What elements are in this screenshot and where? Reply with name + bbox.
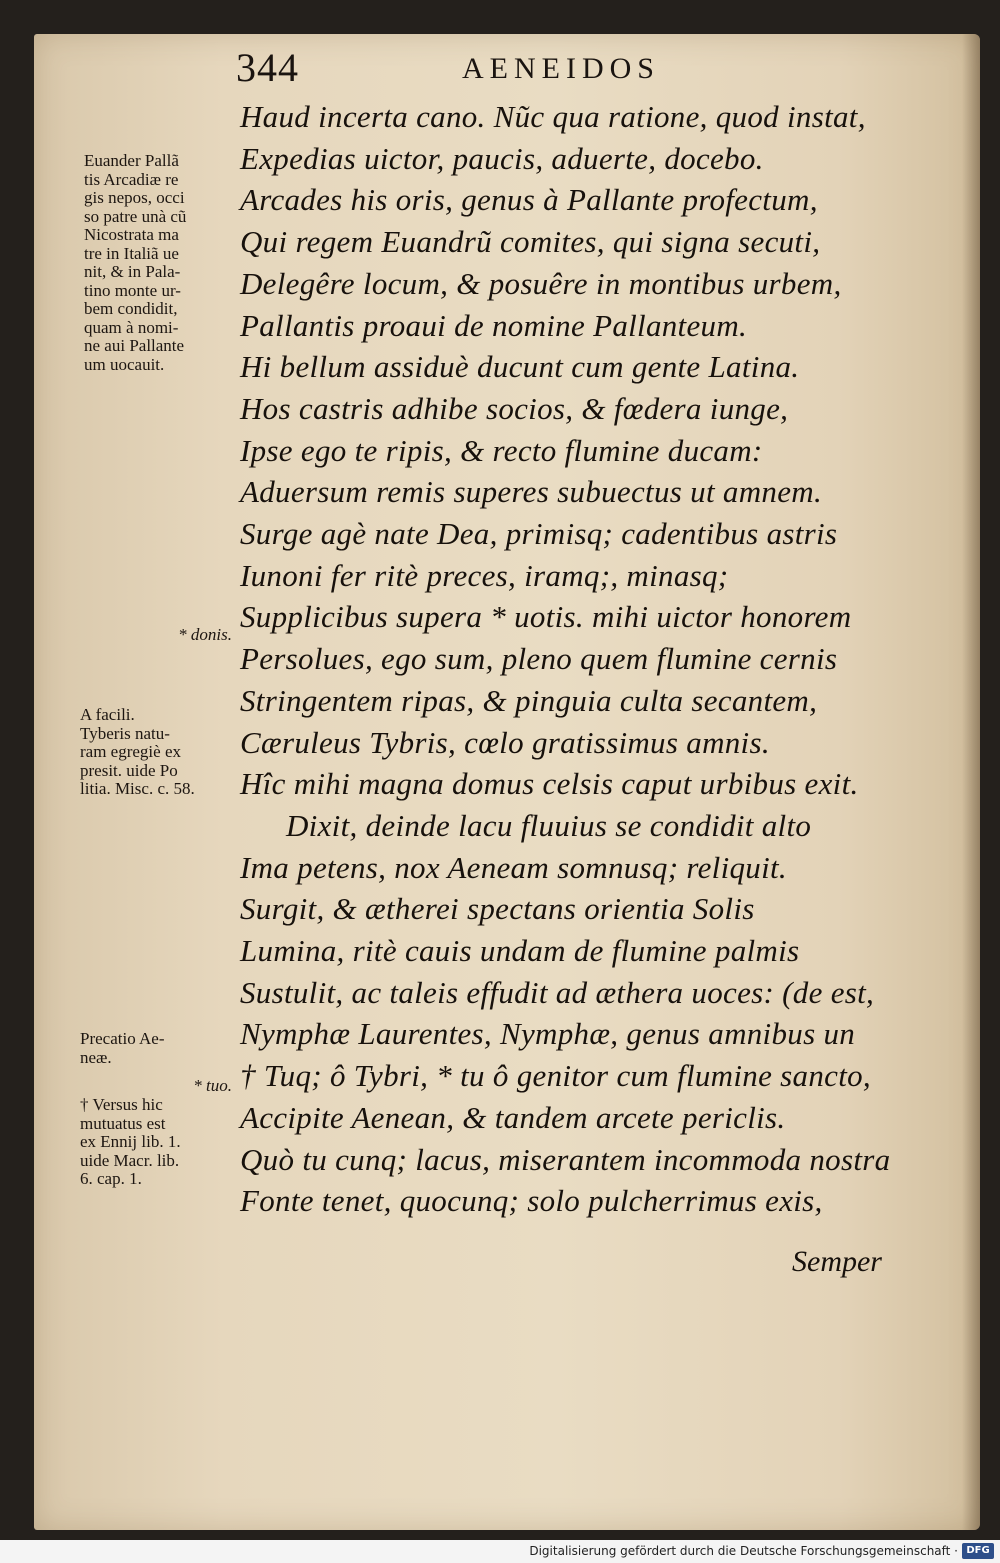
note-line: * tuo. [193,1076,232,1095]
note-line: tino monte ur- [84,280,181,300]
margin-note-versus [80,1096,232,1189]
verse-text [240,96,940,1222]
verse-line: Arcades his oris, genus à Pallante profectum, [240,182,818,218]
note-line: nit, & in Pala- [84,262,181,281]
verse-line: Surgit, & ætherei spectans orientia Solis [240,891,755,927]
verse-line: Expedias uictor, paucis, aduerte, docebo. [240,140,764,176]
verse-line: Hos castris adhibe socios, & fœdera iunge, [240,390,789,426]
verse-line: Aduersum remis superes subuectus ut amnem. [240,474,823,510]
note-line: † Versus hic [80,1095,163,1114]
note-line: litia. Misc. c. 58. [80,779,195,798]
note-line: Euander Pallã [84,151,179,170]
note-line: ram egregiè ex [80,742,181,761]
note-line: uide Macr. lib. [80,1150,180,1170]
verse-line: Quò tu cunq; lacus, miserantem incommoda nostra [240,1141,891,1177]
verse-line: Iunoni fer ritè preces, iramq;, minasq; [240,557,729,593]
note-line: neæ. [80,1047,112,1067]
running-title: AENEIDOS [462,52,660,85]
page-header [236,44,756,90]
note-line: bem condidit, [84,299,178,318]
page-number: 344 [236,45,299,90]
verse-line: Nymphæ Laurentes, Nymphæ, genus amnibus un [240,1016,856,1052]
margin-note-donis [80,626,232,645]
verse-line: Delegêre locum, & posuêre in montibus urbem, [240,265,842,301]
margin-note-facili [80,706,232,799]
verse-line: Fonte tenet, quocunq; solo pulcherrimus exis, [240,1183,823,1219]
dfg-logo-icon: DFG [962,1543,994,1559]
note-line: Precatio Ae- [80,1029,165,1048]
note-line: so patre unà cũ [84,206,187,226]
note-line: Nicostrata ma [84,225,179,244]
verse-line: Accipite Aenean, & tandem arcete periclis. [240,1099,786,1135]
margin-note-euander [84,152,236,374]
note-line: presit. uide Po [80,760,178,780]
note-line: mutuatus est [80,1113,166,1133]
note-line: um uocauit. [84,354,165,374]
verse-line: Supplicibus supera * uotis. mihi uictor honorem [240,599,852,635]
verse-line: Pallantis proaui de nomine Pallanteum. [240,307,748,343]
note-line: tis Arcadiæ re [84,169,179,189]
verse-line: Ipse ego te ripis, & recto flumine ducam: [240,432,763,468]
note-line: ex Ennij lib. 1. [80,1132,181,1151]
catchword: Semper [792,1245,882,1278]
verse-line: Ima petens, nox Aeneam somnusq; reliquit. [240,849,787,885]
verse-line: Haud incerta cano. Nũc qua ratione, quod instat, [240,99,866,134]
verse-line: Lumina, ritè cauis undam de flumine palmis [240,933,800,969]
margin-note-tuo [80,1077,232,1096]
note-line: tre in Italiã ue [84,243,179,263]
page-edge-shadow [962,34,980,1530]
verse-line: Stringentem ripas, & pinguia culta secantem, [240,682,818,718]
note-line: Tyberis natu- [80,723,170,743]
footer-bar [0,1540,1000,1563]
verse-line: Dixit, deinde lacu fluuius se condidit alto [286,807,812,843]
note-line: gis nepos, occi [84,188,185,207]
footer-credit: Digitalisierung gefördert durch die Deutsche Forschungsgemeinschaft · [529,1544,958,1558]
note-line: * donis. [178,625,232,644]
verse-line: Surge agè nate Dea, primisq; cadentibus astris [240,516,838,552]
margin-note-precatio [80,1030,232,1067]
verse-line: Cæruleus Tybris, cœlo gratissimus amnis. [240,724,770,760]
verse-line: Qui regem Euandrũ comites, qui signa secuti, [240,224,821,260]
verse-line: Persolues, ego sum, pleno quem flumine cernis [240,641,838,677]
verse-line: Hi bellum assiduè ducunt cum gente Latina. [240,349,800,385]
note-line: quam à nomi- [84,317,179,337]
note-line: A facili. [80,705,135,724]
verse-line: Hîc mihi magna domus celsis caput urbibus exit. [240,766,859,802]
verse-line: † Tuq; ô Tybri, * tu ô genitor cum flumine sancto, [240,1058,871,1094]
note-line: ne aui Pallante [84,336,185,355]
note-line: 6. cap. 1. [80,1169,142,1188]
verse-line: Sustulit, ac taleis effudit ad æthera uoces: (de est, [240,974,875,1010]
